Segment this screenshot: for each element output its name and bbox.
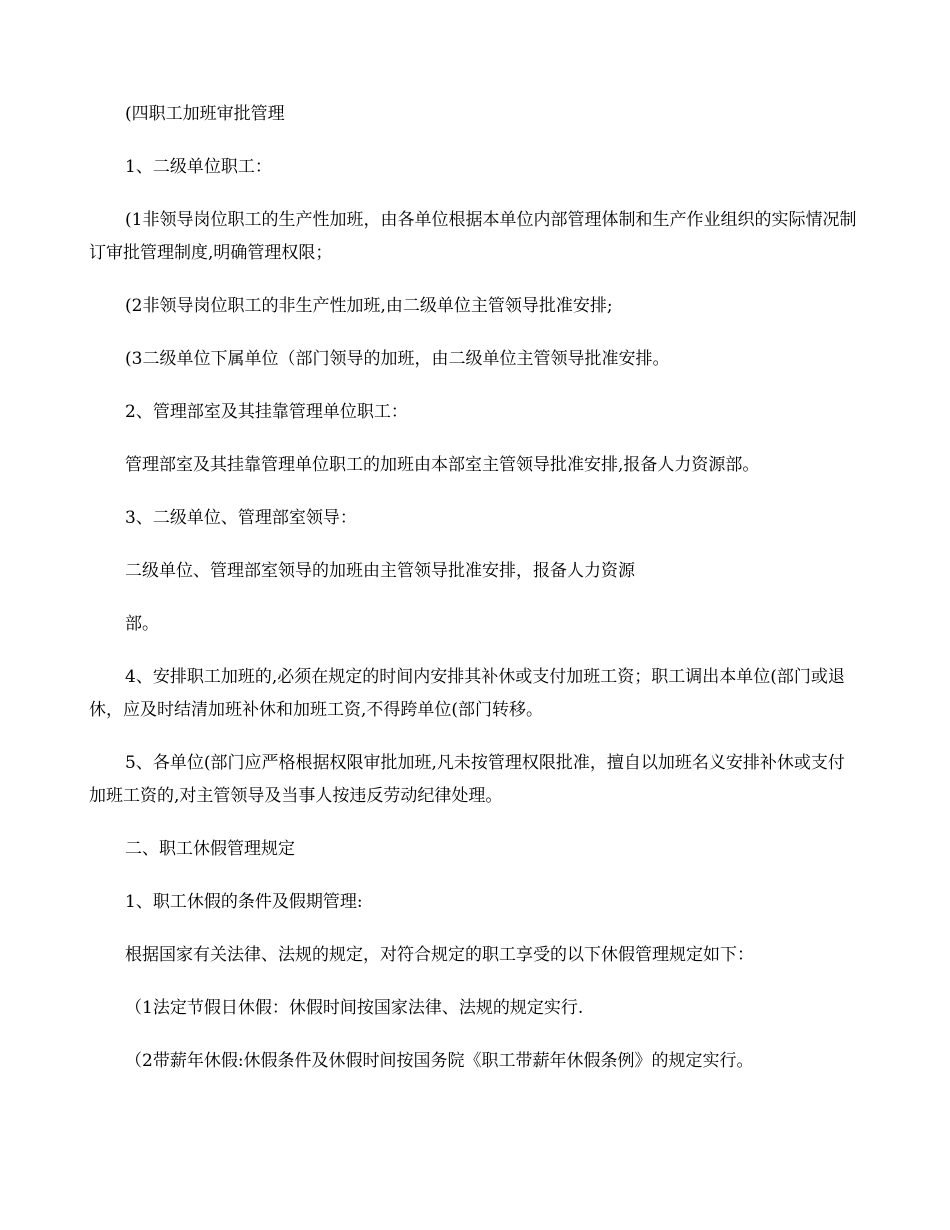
clause-subunit-leader-overtime: (3二级单位下属单位（部门领导的加班，由二级单位主管领导批准安排。	[125, 349, 670, 369]
document-body	[89, 98, 861, 1098]
clause-paid-annual-leave: （2带薪年休假:休假条件及休假时间按国务院《职工带薪年休假条例》的规定实行。	[125, 1051, 754, 1071]
clause-leader-overtime-continued: 部。	[125, 614, 159, 634]
clause-leader-overtime: 二级单位、管理部室领导的加班由主管领导批准安排，报备人力资源	[125, 561, 635, 581]
item-unit-dept-leaders: 3、二级单位、管理部室领导：	[125, 508, 357, 528]
clause-statutory-holiday: （1法定节假日休假：休假时间按国家法律、法规的规定实行.	[125, 998, 584, 1018]
section-heading-overtime-approval: (四职工加班审批管理	[125, 104, 285, 124]
item-secondary-unit-staff: 1、二级单位职工：	[125, 157, 272, 177]
clause-nonproductive-overtime: (2非领导岗位职工的非生产性加班,由二级单位主管领导批准安排;	[125, 296, 613, 316]
section-heading-leave-management: 二、职工休假管理规定	[125, 839, 295, 859]
clause-leave-intro: 根据国家有关法律、法规的规定，对符合规定的职工享受的以下休假管理规定如下：	[125, 945, 754, 965]
clause-productive-overtime: (1非领导岗位职工的生产性加班，由各单位根据本单位内部管理体制和生产作业组织的实际情况制订审批管理制度,明确管理权限；	[89, 210, 857, 263]
item-management-dept-staff: 2、管理部室及其挂靠管理单位职工：	[125, 402, 408, 422]
item-compensatory-leave: 4、安排职工加班的,必须在规定的时间内安排其补休或支付加班工资；职工调出本单位(部门或退休，应及时结清加班补休和加班工资,不得跨单位(部门转移。	[89, 667, 845, 720]
item-approval-discipline: 5、各单位(部门应严格根据权限审批加班,凡未按管理权限批准，擅自以加班名义安排补休或支付加班工资的,对主管领导及当事人按违反劳动纪律处理。	[89, 753, 845, 806]
clause-management-dept-overtime: 管理部室及其挂靠管理单位职工的加班由本部室主管领导批准安排,报备人力资源部。	[125, 455, 760, 475]
item-leave-conditions: 1、职工休假的条件及假期管理:	[125, 892, 363, 912]
